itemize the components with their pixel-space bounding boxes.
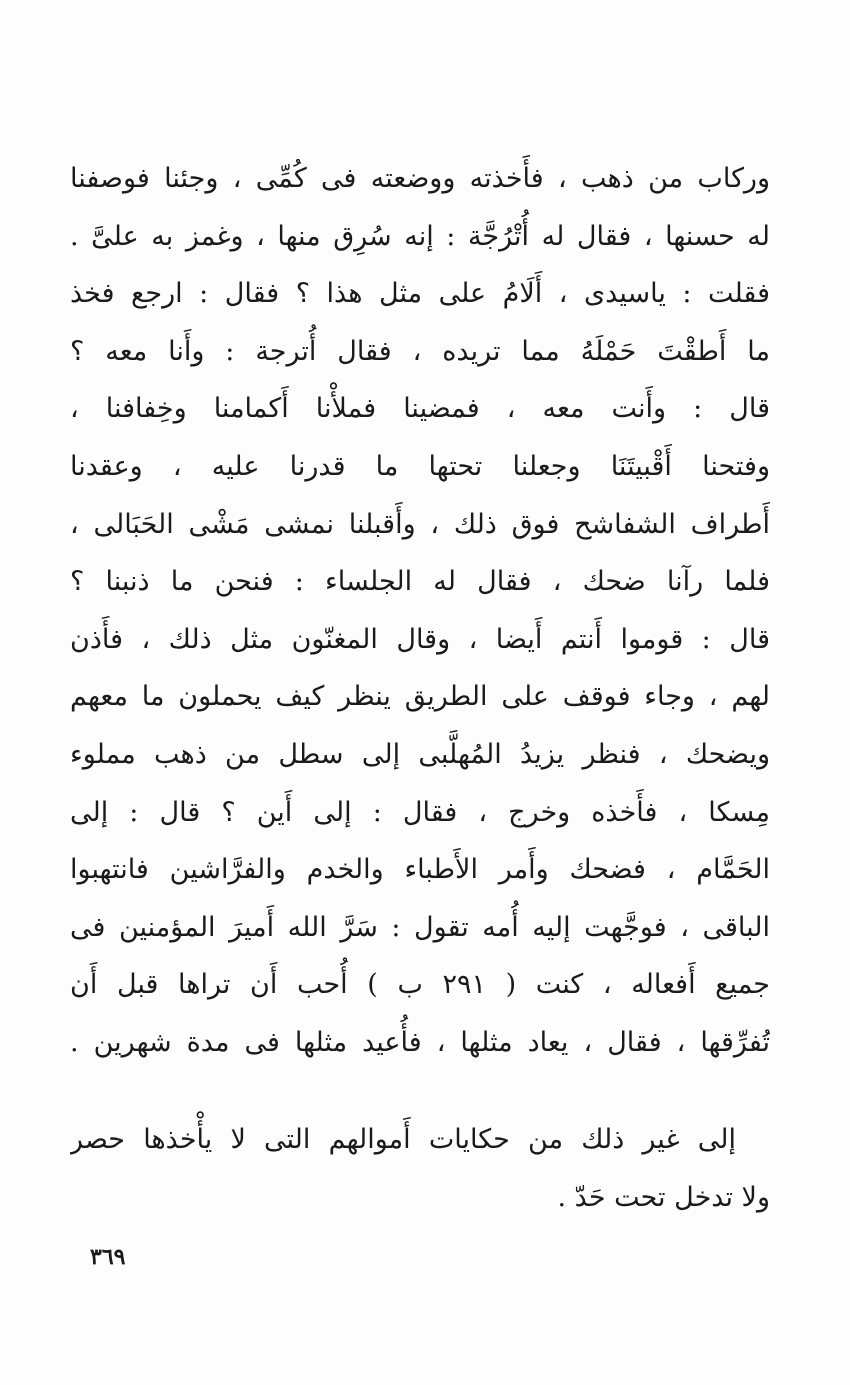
page-number: ٣٦٩ [90,1244,126,1270]
main-paragraph [70,150,770,1072]
text-line: قال : قوموا أَنتم أَيضا ، وقال المغنّون مثل ذلك ، فأَذن [70,623,770,655]
text-line: أَطراف الشفاشح فوق ذلك ، وأَقبلنا نمشى مَشْى الحَبَالى ، [70,508,770,540]
text-line: الباقى ، فوجَّهت إليه أُمه تقول : سَرَّ الله أَميرَ المؤمنين فى [70,911,770,943]
text-line: وفتحنا أَقْبيتَنَا وجعلنا تحتها ما قدرنا عليه ، وعقدنا [70,450,770,482]
text-line: لهم ، وجاء فوقف على الطريق ينظر كيف يحملون ما معهم [70,681,770,713]
text-line: فقلت : ياسيدى ، أَلَامُ على مثل هذا ؟ فقال : ارجع فخذ [70,278,770,310]
text-line: ورکاب من ذهب ، فأَخذته ووضعته فى كُمِّى ، وجئنا فوصفنا [70,163,770,194]
closing-paragraph [70,1111,770,1227]
text-line: الحَمَّام ، فضحك وأَمر الأَطباء والخدم والفرَّاشين فانتهبوا [70,854,770,886]
text-line: مِسكا ، فأَخذه وخرج ، فقال : إلى أَين ؟ قال : إلى [70,796,770,828]
text-line: قال : وأَنت معه ، فمضينا فملأْنا أَكمامنا وخِفافنا ، [70,393,770,425]
text-line: تُفرِّقها ، فقال ، يعاد مثلها ، فأُعيد مثلها فى مدة شهرين . [70,1026,770,1058]
text-line: ويضحك ، فنظر يزيدُ المُهلَّبى إلى سطل من ذهب مملوء [70,738,770,770]
text-line: ما أَطقْتَ حَمْلَهُ مما تريده ، فقال أُترجة : وأَنا معه ؟ [70,335,770,367]
text-line: إلى غير ذلك من حكايات أَموالهم التى لا يأْخذها حصر [70,1124,736,1155]
text-line: له حسنها ، فقال له أُتْرُجَّة : إنه سُرِق منها ، وغمز به علىَّ . [70,220,770,252]
text-line: فلما رآنا ضحك ، فقال له الجلساء : فنحن ما ذنبنا ؟ [70,566,770,598]
text-line: جميع أَفعاله ، كنت ( ٢٩١ ب ) أُحب أَن تراها قبل أَن [70,969,770,1001]
text-line: ولا تدخل تحت حَدّ . [557,1182,770,1213]
